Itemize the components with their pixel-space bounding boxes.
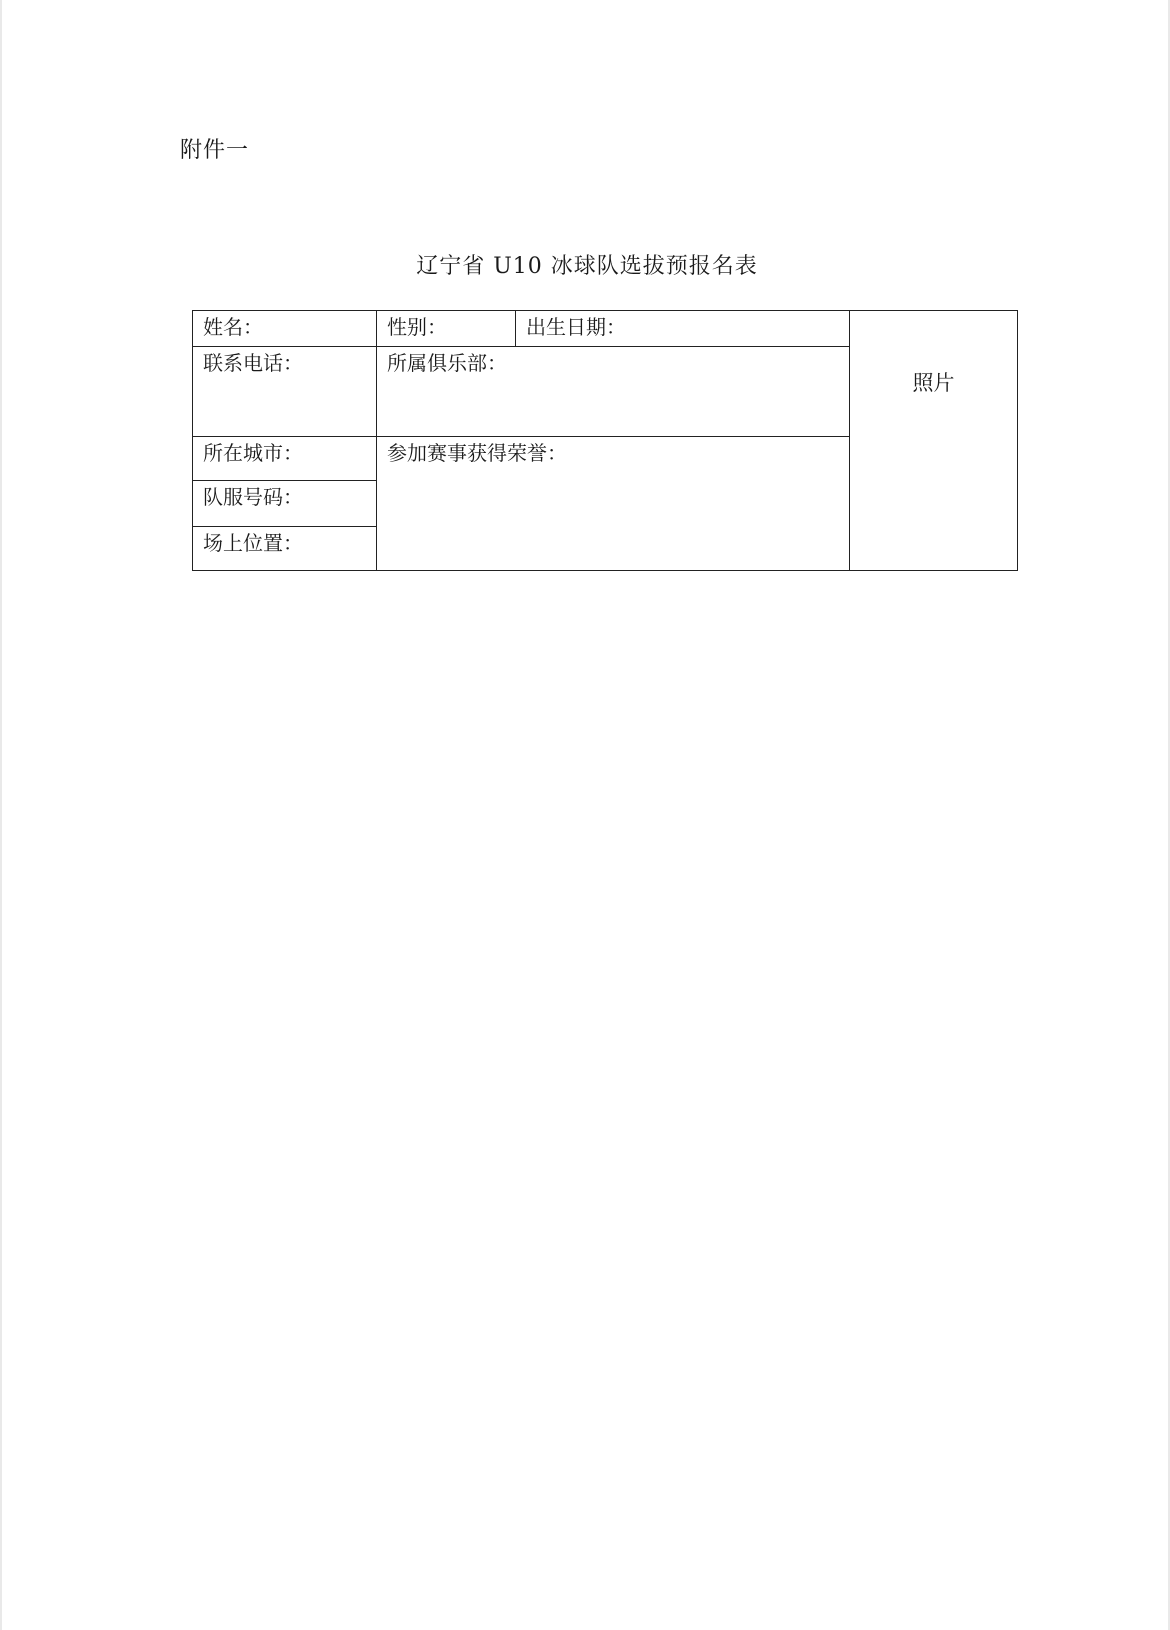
honors-label: 参加赛事获得荣誉： [387,441,567,465]
name-label: 姓名： [203,315,263,339]
honors-field[interactable] [377,437,850,571]
gender-field[interactable] [377,311,516,347]
form-title: 辽宁省 U10 冰球队选拔预报名表 [416,254,758,279]
club-field[interactable] [377,347,850,437]
birth-date-label: 出生日期： [526,315,626,339]
photo-field[interactable] [850,311,1018,571]
jersey-number-field[interactable] [193,481,377,527]
jersey-number-label: 队服号码： [203,485,303,509]
birth-date-field[interactable] [516,311,850,347]
phone-label: 联系电话： [203,351,303,375]
city-field[interactable] [193,437,377,481]
club-label: 所属俱乐部： [387,351,507,375]
table-row [193,311,1018,347]
photo-label: 照片 [912,371,955,395]
name-field[interactable] [193,311,377,347]
registration-form-table [192,310,1018,571]
position-field[interactable] [193,527,377,571]
city-label: 所在城市： [203,441,303,465]
attachment-label: 附件一 [180,138,250,163]
position-label: 场上位置： [203,531,303,555]
gender-label: 性别： [387,315,447,339]
phone-field[interactable] [193,347,377,437]
